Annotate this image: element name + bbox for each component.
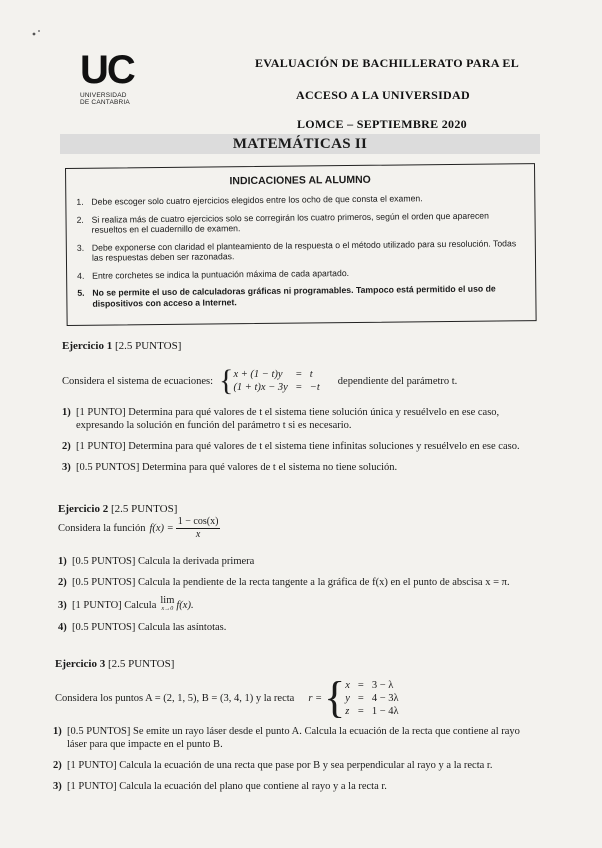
list-item: 1) [1 PUNTO] Determina para qué valores de t el sistema tiene solución única y resuélvelo en ese caso, expresando la solución en función del parámetro t si es necesario. (62, 407, 500, 431)
line-equations: x = 3 − λ y = 4 − 3λ z = 1 − 4λ (345, 679, 399, 717)
function-fraction: $\frac{1 - \cos(x)}{x}$ (177, 516, 219, 540)
header-line-3: LOMCE – SEPTIEMBRE 2020 (297, 117, 467, 131)
line-brace: { (324, 673, 346, 722)
exercise-2-function: Considera la función f(x) = $\frac{1 - \cos(x)}{x}$ (58, 516, 219, 540)
logo-mark: UC (80, 48, 134, 92)
instruction-item: 1. Debe escoger solo cuatro ejercicios elegidos entre los ocho de que consta el examen. (76, 193, 423, 207)
logo-line-2: DE CANTABRIA (80, 99, 130, 106)
system-brace: { (219, 364, 234, 397)
list-item: 4) [0.5 PUNTOS] Calcula las asíntotas. (58, 622, 227, 633)
exercise-1-items (62, 406, 532, 474)
list-item: 2) [1 PUNTO] Calcula la ecuación de una recta que pase por B y sea perpendicular al rayo y a la recta r. (53, 760, 493, 771)
list-item: 3) [0.5 PUNTOS] Determina para qué valores de t el sistema no tiene solución. (62, 462, 398, 473)
instructions-box (65, 163, 537, 326)
list-item: 3) [1 PUNTO] Calcula lim x→0 f(x). (58, 595, 194, 612)
exercise-3-title: Ejercicio 3 [2.5 PUNTOS] (55, 658, 175, 670)
list-item: 1) [0.5 PUNTOS] Se emite un rayo láser desde el punto A. Calcula la ecuación de la recta que contiene al rayo láser para que impacte en el punto B. (53, 726, 520, 750)
exercise-1-system: Considera el sistema de ecuaciones: { x + (1 − t)y = t (1 + t)x − 3y = −t dependiente del parámetro t. (62, 364, 458, 397)
instruction-item: 5. No se permite el uso de calculadoras gráficas ni programables. Tampoco está permitido el uso de dispositivos con acceso a Internet. (77, 283, 496, 309)
instruction-item: 4. Entre corchetes se indica la puntuación máxima de cada apartado. (77, 267, 350, 281)
logo-line-1: UNIVERSIDAD (80, 92, 127, 99)
university-logo (80, 50, 142, 108)
header-line-2: ACCESO A LA UNIVERSIDAD (296, 88, 470, 102)
exercise-1-title: Ejercicio 1 [2.5 PUNTOS] (62, 340, 182, 352)
exercise-2-items (58, 555, 538, 634)
ink-smudge (30, 28, 44, 38)
instructions-list (76, 192, 525, 316)
list-item: 2) [0.5 PUNTOS] Calcula la pendiente de la recta tangente a la gráfica de f(x) en el punto de abscisa x = π. (58, 577, 510, 588)
header-line-1: EVALUACIÓN DE BACHILLERATO PARA EL (255, 56, 520, 70)
list-item: 1) [0.5 PUNTOS] Calcula la derivada primera (58, 556, 255, 567)
list-item: 2) [1 PUNTO] Determina para qué valores de t el sistema tiene infinitas soluciones y resuélvelo en ese caso. (62, 441, 520, 452)
exercise-3-items (53, 725, 528, 793)
subject-bar (60, 134, 540, 154)
instruction-item: 3. Debe exponerse con claridad el planteamiento de la respuesta o el método utilizado para su resolución. Todas las respuestas deben ser razonadas. (76, 237, 517, 263)
instructions-title: INDICACIONES AL ALUMNO (229, 173, 371, 188)
instruction-item: 2. Si realiza más de cuatro ejercicios solo se corregirán los cuatro primeros, según el orden que aparecen resueltos en el cuadernillo de examen. (76, 210, 489, 235)
list-item: 3) [1 PUNTO] Calcula la ecuación del plano que contiene al rayo y a la recta r. (53, 781, 387, 792)
equation-system: x + (1 − t)y = t (1 + t)x − 3y = −t (233, 369, 320, 393)
exercise-3-line: Considera los puntos A = (2, 1, 5), B = (3, 4, 1) y la recta r = { x = 3 − λ y = 4 − 3λ z = 1 − 4λ (55, 673, 399, 722)
limit-operator: lim x→0 (160, 595, 175, 612)
exercise-2-title: Ejercicio 2 [2.5 PUNTOS] (58, 503, 178, 515)
subject-title: MATEMÁTICAS II (232, 136, 368, 152)
